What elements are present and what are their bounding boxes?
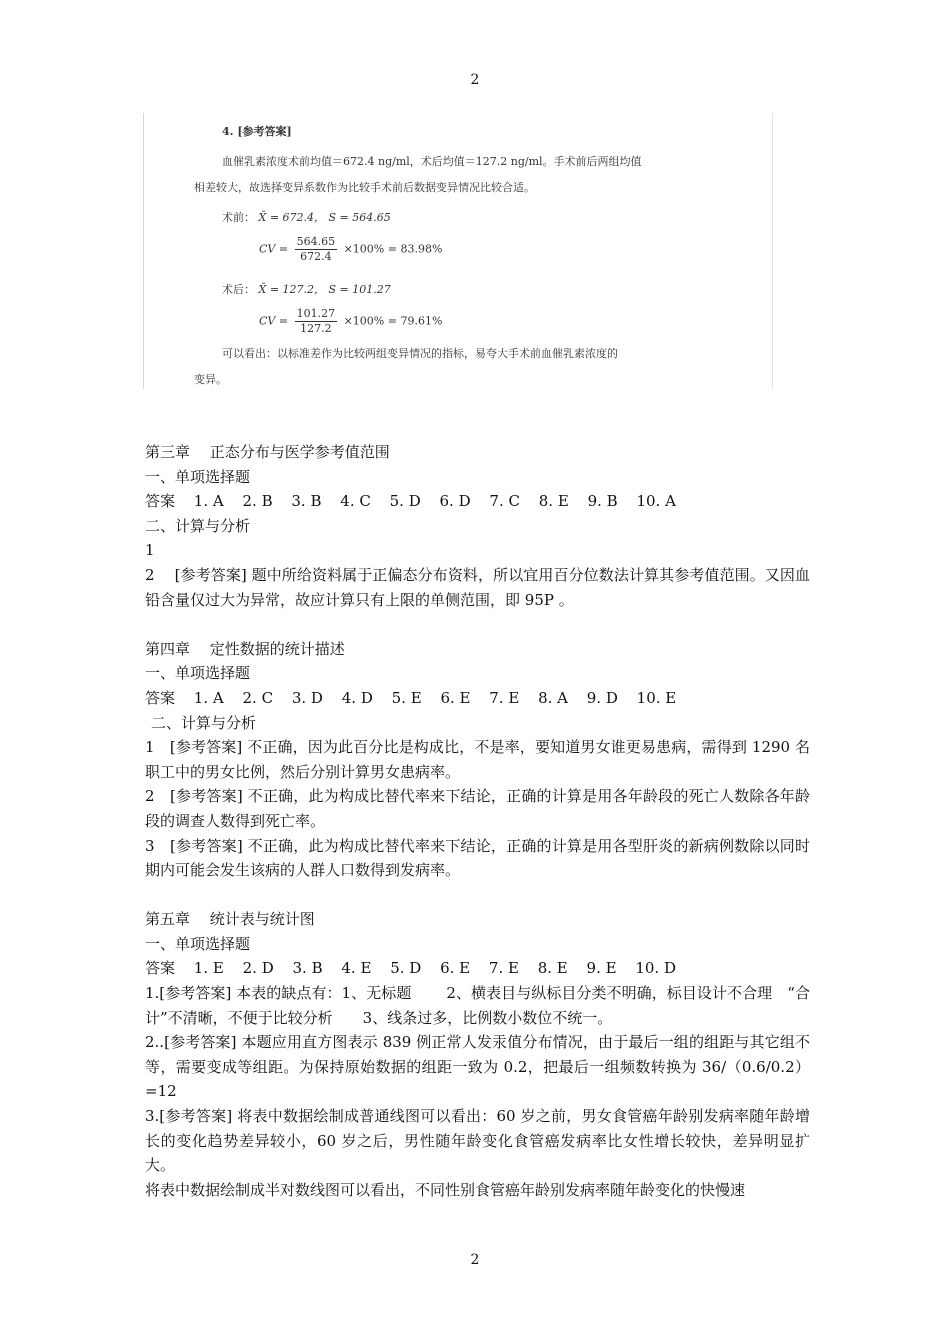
scan-heading-label: [参考答案]: [237, 125, 292, 138]
answer-item: 9. E: [586, 959, 617, 978]
scan-post-label: 术后：: [222, 283, 255, 296]
chapter-4-item-2: 2 [参考答案] 不正确，此为构成比替代率来下结论，正确的计算是用各年龄段的死亡人数除各年龄段的调查人数得到死亡率。: [145, 787, 810, 830]
chapter-3-title: 第三章 正态分布与医学参考值范围: [145, 443, 390, 461]
answer-item: 2. C: [242, 688, 274, 707]
answer-item: 4. E: [341, 959, 372, 978]
answer-item: 7. C: [489, 492, 520, 511]
chapter-5-title: 第五章 统计表与统计图: [145, 910, 315, 929]
answer-item: 9. D: [586, 688, 618, 707]
chapter-4-section-1: 一、单项选择题: [145, 664, 251, 683]
answers-label: 答案: [145, 688, 176, 707]
chapter-3-item-1: 1: [145, 541, 155, 560]
answer-item: 1. A: [193, 492, 224, 511]
scan-heading-number: 4.: [222, 125, 234, 138]
scanned-answer-image: [143, 113, 773, 389]
chapter-5-item-3: 3.[参考答案] 将表中数据绘制成普通线图可以看出：60 岁之前，男女食管癌年龄别发病率随年龄增长的变化趋势差异较小，60 岁之后，男性随年龄变化食管癌发病率比女性增长较快，差异明显扩大。: [145, 1107, 810, 1175]
chapter-3-answers: [145, 489, 810, 514]
scan-cv1-denominator: 672.4: [300, 250, 332, 263]
chapter-5-item-1: 1.[参考答案] 本表的缺点有：1、无标题 2、横表目与纵标目分类不明确，标目设计不合理 “合计”不清晰，不便于比较分析 3、线条过多，比例数小数位不统一。: [145, 984, 810, 1027]
answer-item: 1. A: [193, 688, 224, 707]
answer-item: 3. B: [291, 492, 322, 511]
chapter-3-section-2: 二、计算与分析: [145, 516, 251, 535]
answer-item: 7. E: [489, 688, 520, 707]
answer-item: 2. D: [242, 959, 274, 978]
scan-cv1-numerator: 564.65: [296, 235, 336, 248]
answer-item: 10. D: [635, 959, 676, 978]
answer-item: 8. A: [538, 688, 568, 707]
scan-pre-label: 术前：: [222, 211, 255, 224]
chapter-4-title: 第四章 定性数据的统计描述: [145, 639, 345, 658]
scan-heading: [222, 123, 292, 139]
answer-item: 10. E: [636, 688, 677, 707]
scan-cv2-denominator: 127.2: [300, 322, 332, 335]
scan-cv2-label: CV =: [259, 314, 289, 328]
scan-cv1-fraction: [295, 235, 338, 264]
answer-item: 3. B: [292, 959, 323, 978]
scan-cv2-numerator: 101.27: [296, 307, 336, 320]
scan-line-2: 相差较大，故选择变异系数作为比较手术前后数据变异情况比较合适。: [194, 181, 535, 194]
answer-item: 6. E: [440, 959, 471, 978]
scan-cv1-formula: [259, 235, 442, 264]
chapter-5-item-2: 2..[参考答案] 本题应用直方图表示 839 例正常人发汞值分布情况，由于最后一组的组距与其它组不等，需要变成等组距。为保持原始数据的组距一致为 0.2，把最后一组频数转换为 36/（0.6/0.2）=12: [145, 1033, 810, 1101]
answer-item: 6. E: [440, 688, 471, 707]
answer-item: 5. D: [389, 492, 421, 511]
scan-conclusion-1: 可以看出：以标准差作为比较两组变异情况的指标，易夸大手术前血催乳素浓度的: [222, 347, 618, 360]
chapter-5-item-4: 将表中数据绘制成半对数线图可以看出，不同性别食管癌年龄别发病率随年龄变化的快慢速: [145, 1180, 746, 1199]
chapter-4-section-2: 二、计算与分析: [151, 713, 257, 732]
chapter-4-item-3: 3 [参考答案] 不正确，此为构成比替代率来下结论，正确的计算是用各型肝炎的新病例数除以同时期内可能会发生该病的人群人口数得到发病率。: [145, 836, 810, 880]
answer-item: 8. E: [537, 959, 568, 978]
chapter-3-item-2: 2 [参考答案] 题中所给资料属于正偏态分布资料，所以宜用百分位数法计算其参考值范围。又因血铅含量仅过大为异常，故应计算只有上限的单侧范围，即 95P 。: [145, 565, 810, 609]
chapter-5-section-1: 一、单项选择题: [145, 934, 251, 953]
answer-item: 2. B: [242, 492, 273, 511]
main-text: [145, 440, 810, 1202]
scan-cv1-result: ×100% = 83.98%: [343, 242, 443, 256]
answer-item: 4. C: [340, 492, 371, 511]
answer-item: 8. E: [538, 492, 569, 511]
chapter-3-section-1: 一、单项选择题: [145, 467, 251, 486]
scan-cv1-label: CV =: [259, 242, 289, 256]
chapter-5-answers: [145, 956, 810, 981]
page-number-bottom: 2: [470, 1252, 480, 1268]
answer-item: 6. D: [439, 492, 471, 511]
scan-cv2-fraction: [295, 307, 338, 336]
answer-item: 1. E: [193, 959, 224, 978]
answer-item: 5. E: [391, 688, 422, 707]
answer-item: 7. E: [488, 959, 519, 978]
answer-item: 5. D: [390, 959, 422, 978]
answer-item: 10. A: [636, 492, 676, 511]
scan-pre-row: [222, 209, 391, 225]
page-number-top: 2: [470, 72, 480, 88]
chapter-4-answers: [145, 686, 810, 711]
answers-label: 答案: [145, 959, 176, 978]
answer-item: 4. D: [341, 688, 373, 707]
scan-cv2-result: ×100% = 79.61%: [343, 314, 443, 328]
scan-line-1: 血催乳素浓度术前均值＝672.4 ng/ml，术后均值＝127.2 ng/ml。手术前后两组均值: [222, 155, 642, 168]
scan-post-stats: X̄ = 127.2， S = 101.27: [258, 283, 391, 296]
answers-label: 答案: [145, 492, 176, 511]
scan-conclusion-2: 变异。: [194, 373, 227, 386]
scan-post-row: [222, 281, 391, 297]
answer-item: 3. D: [291, 688, 323, 707]
scan-cv2-formula: [259, 307, 442, 336]
answer-item: 9. B: [587, 492, 618, 511]
chapter-4-item-1: 1 [参考答案] 不正确，因为此百分比是构成比，不是率，要知道男女谁更易患病，需得到 1290 名职工中的男女比例，然后分别计算男女患病率。: [145, 738, 810, 781]
scan-pre-stats: X̄ = 672.4， S = 564.65: [258, 211, 391, 224]
